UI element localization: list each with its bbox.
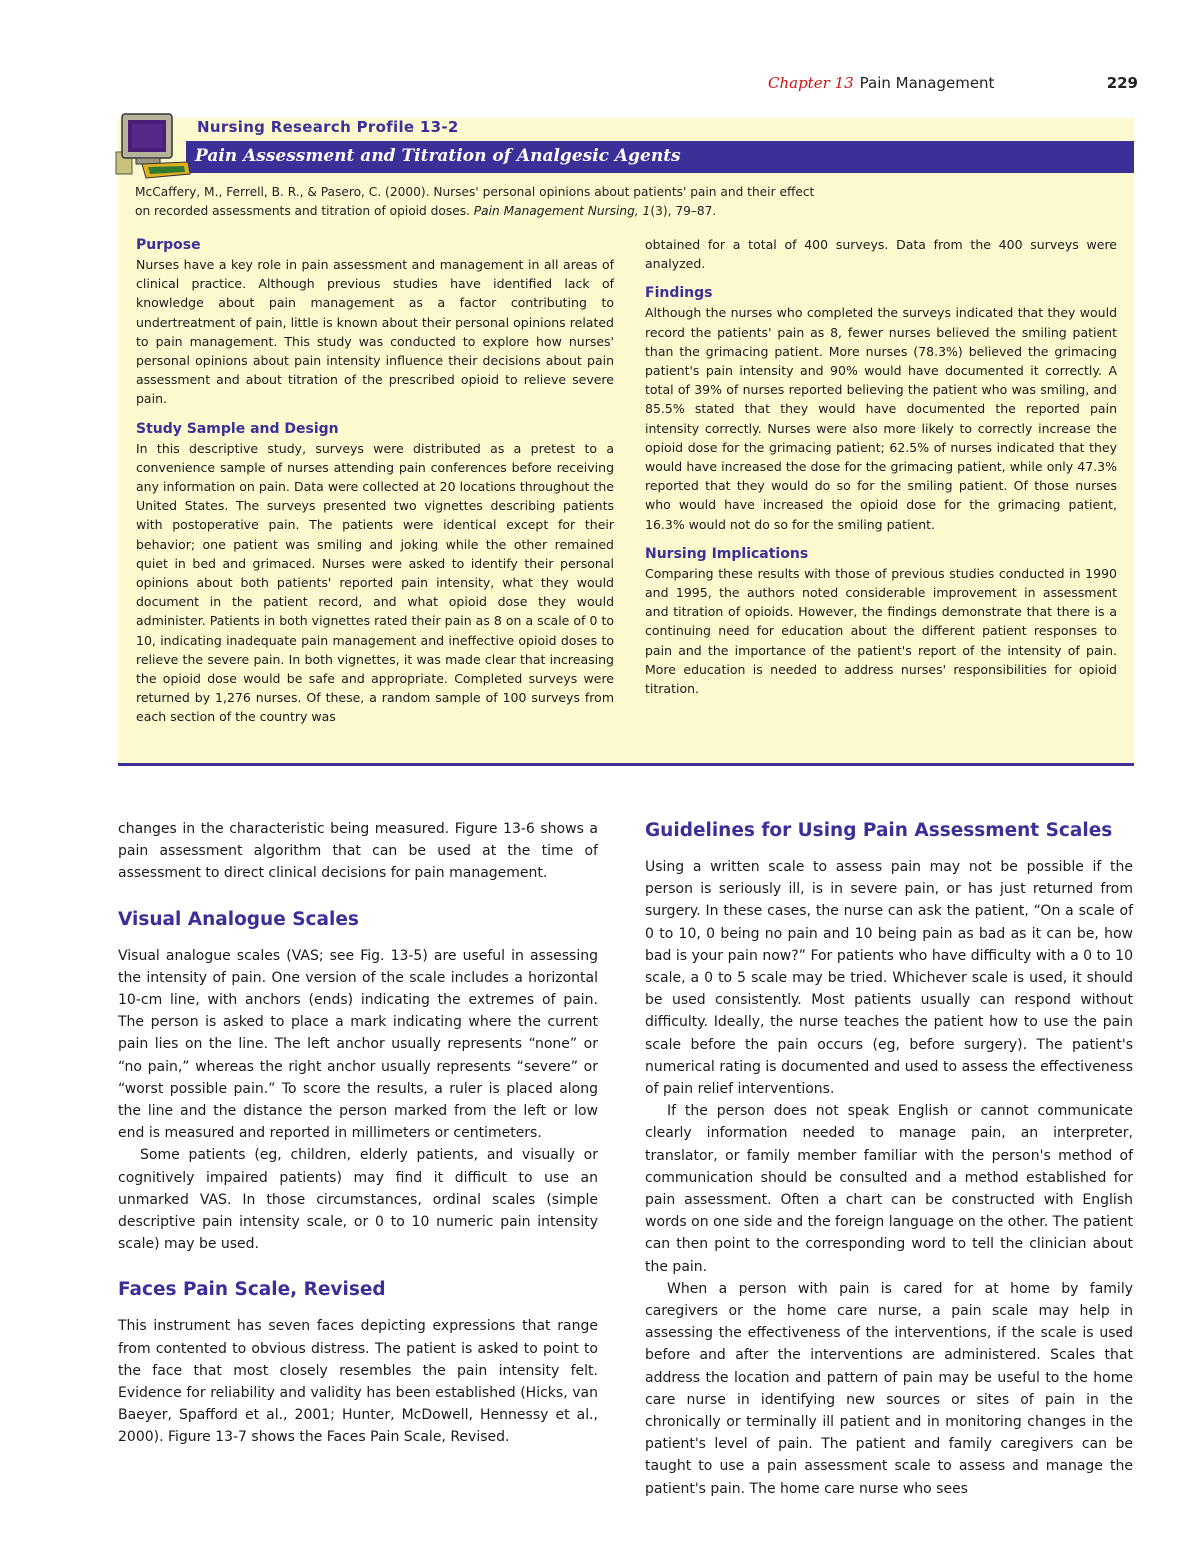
vas-paragraph-1: Visual analogue scales (VAS; see Fig. 13-5) are useful in assessing the intensity of pain. One version of the scale includes a horizontal 10-cm line, with anchors (ends) indicating the extremes of pain. The person is asked to place a mark indicating where the current pain lies on the line. The left anchor usually represents “none” or “no pain,” whereas the right anchor usually represents “severe” or “worst possible pain.” To score the results, a ruler is placed along the line and the distance the person marked from the left or low end is measured and reported in millimeters or centimeters. bbox=[118, 947, 598, 1142]
profile-title: Pain Assessment and Titration of Analgesic Agents bbox=[195, 146, 681, 166]
citation-line-1: McCaffery, M., Ferrell, B. R., & Pasero, C. (2000). Nurses' personal opinions about patients' pain and their effect bbox=[135, 185, 815, 199]
profile-bottom-rule bbox=[118, 763, 1134, 766]
chapter-label: Chapter 13 bbox=[768, 74, 854, 92]
guidelines-heading: Guidelines for Using Pain Assessment Scales bbox=[645, 820, 1113, 841]
findings-heading: Findings bbox=[645, 285, 713, 302]
guidelines-paragraph-1: Using a written scale to assess pain may not be possible if the person is seriously ill, is in severe pain, or has just returned from surgery. In these cases, the nurse can ask the patient, “On a scale of 0 to 10, 0 being no pain and 10 being pain as bad as it can be, how bad is your pain now?” For patients who have difficulty with a 0 to 10 scale, a 0 to 5 scale may be tried. Whichever scale is used, it should be used consistently. Most patients usually can respond without difficulty. Ideally, the nurse teaches the patient how to use the pain scale before the pain occurs (eg, before surgery). The patient's numerical rating is documented and used to assess the effectiveness of pain relief interventions. bbox=[645, 859, 1133, 1098]
running-head bbox=[768, 72, 1138, 94]
purpose-text: Nurses have a key role in pain assessment and management in all areas of clinical practice. Although previous studies have identified lack of knowledge about pain management as a factor contributing to undertreatment of pain, little is known about their personal opinions related to pain management. This study was conducted to explore how nurses' personal opinions about pain intensity influence their decisions about pain assessment and about titration of the prescribed opioid to relieve severe pain. bbox=[136, 257, 614, 407]
findings-text: Although the nurses who completed the surveys indicated that they would record the patients' pain as 8, fewer nurses believed the smiling patient than the grimacing patient. More nurses (78.3%) believed the grimacing patient's pain intensity and 90% would have documented it correctly. A total of 39% of nurses reported believing the patient who was smiling, and 85.5% stated that they would have documented the reported pain intensity correctly. Nurses were also more likely to correctly increase the opioid dose for the grimacing patient; 62.5% of nurses indicated that they would have increased the dose for the grimacing patient, while only 47.3% reported that they would do so for the smiling patient. Of those nurses who would have increased the opioid dose for the grimacing patient, 16.3% would not do so for the smiling patient. bbox=[645, 305, 1117, 532]
design-continued-text: obtained for a total of 400 surveys. Data from the 400 surveys were analyzed. bbox=[645, 237, 1117, 272]
implications-text: Comparing these results with those of previous studies conducted in 1990 and 1995, the authors noted considerable improvement in assessment and titration of opioids. However, the findings demonstrate that there is a continuing need for education about the different patient responses to pain and the importance of the patient's report of the intensity of pain. More education is needed to address nurses' responsibilities for opioid titration. bbox=[645, 565, 1117, 697]
citation-text: on recorded assessments and titration of opioid doses. bbox=[135, 204, 474, 218]
profile-label: Nursing Research Profile 13-2 bbox=[197, 118, 459, 136]
faces-paragraph: This instrument has seven faces depicting expressions that range from contented to obvious distress. The patient is asked to point to the face that most closely resembles the pain intensity felt. Evidence for reliability and validity has been established (Hicks, van Baeyer, Spafford et al., 2001; Hunter, McDowell, Hennessy et al., 2000). Figure 13-7 shows the Faces Pain Scale, Revised. bbox=[118, 1318, 598, 1446]
implications-heading: Nursing Implications bbox=[645, 545, 809, 562]
citation bbox=[135, 183, 1125, 221]
profile-left-column bbox=[136, 235, 614, 737]
computer-icon bbox=[112, 112, 192, 180]
guidelines-paragraph-3: When a person with pain is cared for at home by family caregivers or the home care nurse, a pain scale may help in assessing the effectiveness of the interventions, if the scale is used before and after the interventions are administered. Scales that address the location and pattern of pain may be useful to the home care nurse in identifying new sources or sites of pain in the chronically or terminally ill patient and in monitoring changes in the patient's level of pain. The patient and family caregivers can be taught to use a pain assessment scale to assess and manage the patient's pain. The home care nurse who sees bbox=[645, 1280, 1133, 1497]
main-left-column bbox=[118, 818, 598, 1449]
main-right-column bbox=[645, 818, 1133, 1500]
purpose-heading: Purpose bbox=[136, 237, 201, 253]
guidelines-paragraph-2: If the person does not speak English or cannot communicate clearly information needed to manage pain, an interpreter, translator, or family member familiar with the person's method of communication should be consulted and a method established for pain assessment. Often a chart can be constructed with English words on one side and the foreign language on the other. The patient can then point to the corresponding word to tell the clinician about the pain. bbox=[645, 1103, 1133, 1275]
citation-line-2 bbox=[135, 202, 1125, 221]
vas-heading: Visual Analogue Scales bbox=[118, 908, 359, 930]
citation-journal: Pain Management Nursing, 1 bbox=[473, 204, 651, 218]
design-heading: Study Sample and Design bbox=[136, 420, 339, 437]
faces-heading: Faces Pain Scale, Revised bbox=[118, 1279, 386, 1301]
design-text: In this descriptive study, surveys were distributed as a pretest to a convenience sample of nurses attending pain conferences before receiving any information on pain. Data were collected at 20 locations throughout the United States. The surveys presented two vignettes describing patients with postoperative pain. The patients were identical except for their behavior; one patient was smiling and joking while the other remained quiet in bed and grimaced. Nurses were asked to identify their personal opinions about both patients' reported pain intensity, what they would document in the patient record, and what opioid dose they would administer. Patients in both vignettes rated their pain as 8 on a scale of 0 to 10, indicating inadequate pain management and ineffective opioid doses to relieve the severe pain. In both vignettes, it was made clear that increasing the opioid dose would be safe and appropriate. Completed surveys were returned by 1,276 nurses. Of these, a random sample of 100 surveys from each section of the country was bbox=[136, 440, 614, 725]
intro-paragraph: changes in the characteristic being measured. Figure 13-6 shows a pain assessment algorithm that can be used at the time of assessment to direct clinical decisions for pain management. bbox=[118, 821, 598, 882]
citation-pages: (3), 79–87. bbox=[650, 204, 717, 218]
vas-paragraph-2: Some patients (eg, children, elderly patients, and visually or cognitively impaired patients) may find it difficult to use an unmarked VAS. In those circumstances, ordinal scales (simple descriptive pain intensity scale, or 0 to 10 numeric pain intensity scale) may be used. bbox=[118, 1147, 598, 1253]
page-number: 229 bbox=[1106, 74, 1138, 92]
profile-right-column bbox=[645, 235, 1117, 708]
chapter-topic: Pain Management bbox=[859, 74, 995, 92]
